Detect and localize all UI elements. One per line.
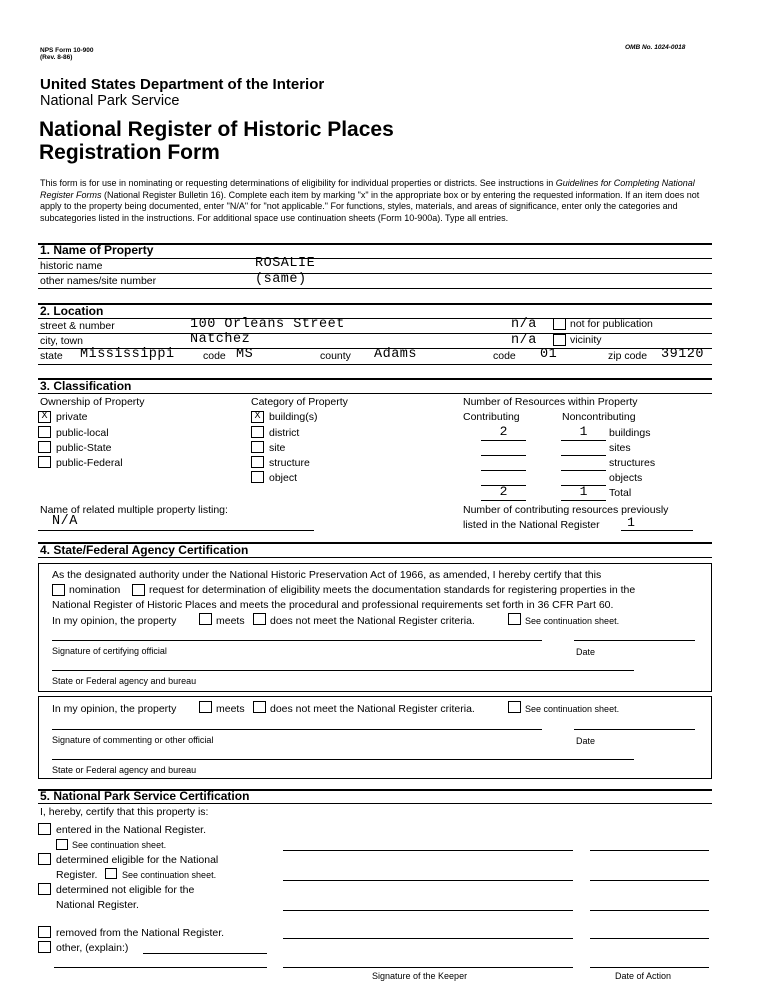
certification-text-3: National Register of Historic Places and meets the procedural and professional requirements set forth in 36 CFR Part 60. bbox=[52, 599, 614, 611]
category-buildings-checkbox[interactable]: X bbox=[251, 411, 264, 423]
zip-value[interactable]: 39120 bbox=[661, 347, 705, 362]
not-eligible-checkbox[interactable] bbox=[38, 883, 51, 895]
category-district-checkbox[interactable] bbox=[251, 426, 264, 438]
resource-row-total: Total bbox=[609, 487, 632, 499]
not-for-publication-checkbox[interactable] bbox=[553, 318, 566, 330]
state-certification-box bbox=[38, 563, 712, 692]
state-value[interactable]: Mississippi bbox=[80, 347, 175, 362]
multiple-property-value[interactable]: N/A bbox=[52, 514, 78, 529]
resources-label: Number of Resources within Property bbox=[463, 396, 638, 408]
state-label: state bbox=[40, 350, 63, 362]
ownership-public-local-checkbox[interactable] bbox=[38, 426, 51, 438]
category-district-label: district bbox=[269, 427, 300, 439]
section-4-heading: 4. State/Federal Agency Certification bbox=[40, 543, 249, 557]
previously-listed-label-2: listed in the National Register bbox=[463, 519, 600, 531]
rule bbox=[561, 500, 606, 501]
vicinity-checkbox[interactable] bbox=[553, 334, 566, 346]
entered-continuation-label: See continuation sheet. bbox=[72, 840, 167, 850]
category-label: Category of Property bbox=[251, 396, 348, 408]
request-label: request for determination of eligibility meets the documentation standards for registering properties in the bbox=[149, 584, 636, 596]
city-na: n/a bbox=[511, 333, 537, 348]
county-value[interactable]: Adams bbox=[374, 347, 418, 362]
agency-name: National Park Service bbox=[40, 93, 180, 109]
ownership-private-checkbox[interactable]: X bbox=[38, 411, 51, 423]
nps-cert-intro: I, hereby, certify that this property is: bbox=[40, 806, 209, 818]
signature-line[interactable] bbox=[52, 729, 542, 730]
previously-listed-value[interactable]: 1 bbox=[627, 515, 635, 530]
vicinity-label: vicinity bbox=[570, 334, 602, 346]
not-eligible-label-2: National Register. bbox=[56, 899, 139, 911]
previously-listed-label-1: Number of contributing resources previously bbox=[463, 504, 669, 516]
rule bbox=[38, 530, 314, 531]
rule bbox=[621, 530, 693, 531]
determined-continuation-checkbox[interactable] bbox=[105, 868, 117, 879]
not-for-publication-label: not for publication bbox=[570, 318, 653, 330]
state-code-value[interactable]: MS bbox=[236, 347, 254, 362]
multiple-property-label: Name of related multiple property listing: bbox=[40, 504, 228, 516]
rule bbox=[561, 455, 606, 456]
nomination-label: nomination bbox=[69, 584, 121, 596]
does-not-meet-label: does not meet the National Register criteria. bbox=[270, 615, 475, 627]
see-continuation-label: See continuation sheet. bbox=[525, 616, 620, 626]
state-code-label: code bbox=[203, 350, 226, 362]
action-date-line[interactable] bbox=[590, 880, 709, 881]
ownership-label: Ownership of Property bbox=[40, 396, 145, 408]
date-of-action-label: Date of Action bbox=[615, 971, 672, 981]
determined-eligible-label-2: Register. bbox=[56, 869, 98, 881]
contributing-total[interactable]: 2 bbox=[499, 484, 508, 499]
rule bbox=[481, 455, 526, 456]
opinion-label-2: In my opinion, the property bbox=[52, 703, 177, 715]
rule bbox=[38, 364, 712, 365]
state-agency-label-2: State or Federal agency and bureau bbox=[52, 765, 197, 775]
removed-checkbox[interactable] bbox=[38, 926, 51, 938]
action-date-line[interactable] bbox=[590, 850, 709, 851]
signature-line[interactable] bbox=[52, 640, 542, 641]
noncontributing-label: Noncontributing bbox=[562, 411, 636, 423]
keeper-signature-line[interactable] bbox=[283, 880, 573, 881]
omb-number: OMB No. 1024-0018 bbox=[625, 44, 686, 51]
ownership-public-federal-label: public-Federal bbox=[56, 457, 123, 469]
ownership-public-federal-checkbox[interactable] bbox=[38, 456, 51, 468]
category-site-label: site bbox=[269, 442, 286, 454]
date-line[interactable] bbox=[574, 640, 695, 641]
section-3-heading: 3. Classification bbox=[40, 379, 132, 393]
historic-name-label: historic name bbox=[40, 260, 103, 272]
removed-label: removed from the National Register. bbox=[56, 927, 225, 939]
resource-row-sites: sites bbox=[609, 442, 631, 454]
form-revision: (Rev. 8-86) bbox=[40, 54, 73, 61]
date-label: Date bbox=[576, 647, 596, 657]
street-value[interactable]: 100 Orleans Street bbox=[190, 317, 345, 332]
contributing-label: Contributing bbox=[463, 411, 520, 423]
meets-label-2: meets bbox=[216, 703, 245, 715]
keeper-signature-line[interactable] bbox=[283, 967, 573, 968]
rule bbox=[481, 440, 526, 441]
determined-eligible-checkbox[interactable] bbox=[38, 853, 51, 865]
resource-row-structures: structures bbox=[609, 457, 656, 469]
other-label: other, (explain:) bbox=[56, 942, 129, 954]
date-label-2: Date bbox=[576, 736, 596, 746]
keeper-signature-label: Signature of the Keeper bbox=[372, 971, 468, 981]
ownership-public-local-label: public-local bbox=[56, 427, 109, 439]
section-5-heading: 5. National Park Service Certification bbox=[40, 789, 250, 803]
intro-text: This form is for use in nominating or requesting determinations of eligibility for individual properties or districts. See instructions in Guidelines for Completing National Register Forms (National Register Bulletin 16). Complete each item by marking "x" in the appropriate box or by entering the requested information. If an item does not apply to the property being documented, enter "N/A" for "not applicable." For functions, styles, materials, and areas of significance, enter only the categories and subcategories listed in the instructions. For additional space use continuation sheets (Form 10-900a). Type all entries. bbox=[40, 178, 700, 223]
agency-line[interactable] bbox=[52, 670, 634, 671]
form-title: National Register of Historic Places bbox=[39, 118, 394, 141]
meets-checkbox[interactable] bbox=[199, 613, 212, 625]
county-code-label: code bbox=[493, 350, 516, 362]
rule bbox=[38, 393, 712, 394]
other-explain-line[interactable] bbox=[54, 967, 267, 968]
zip-label: zip code bbox=[608, 350, 648, 362]
rule bbox=[38, 557, 712, 558]
contributing-buildings[interactable]: 2 bbox=[499, 424, 508, 439]
determined-continuation-label: See continuation sheet. bbox=[122, 870, 217, 880]
ownership-public-state-checkbox[interactable] bbox=[38, 441, 51, 453]
street-na: n/a bbox=[511, 317, 537, 332]
category-structure-checkbox[interactable] bbox=[251, 456, 264, 468]
not-eligible-label-1: determined not eligible for the bbox=[56, 884, 195, 896]
keeper-signature-line[interactable] bbox=[283, 938, 573, 939]
nomination-checkbox[interactable] bbox=[52, 584, 65, 596]
determined-eligible-label-1: determined eligible for the National bbox=[56, 854, 219, 866]
ownership-public-state-label: public-State bbox=[56, 442, 112, 454]
category-buildings-label: building(s) bbox=[269, 411, 318, 423]
county-code-value[interactable]: 01 bbox=[540, 347, 558, 362]
state-agency-label: State or Federal agency and bureau bbox=[52, 676, 197, 686]
entered-label: entered in the National Register. bbox=[56, 824, 207, 836]
signature-commenting-label: Signature of commenting or other official bbox=[52, 735, 214, 745]
city-value[interactable]: Natchez bbox=[190, 332, 251, 347]
city-label: city, town bbox=[40, 335, 83, 347]
street-label: street & number bbox=[40, 320, 115, 332]
action-date-line[interactable] bbox=[590, 910, 709, 911]
department-name: United States Department of the Interior bbox=[40, 76, 325, 93]
noncontributing-total[interactable]: 1 bbox=[579, 484, 588, 499]
see-continuation-checkbox[interactable] bbox=[508, 613, 521, 625]
meets-label: meets bbox=[216, 615, 245, 627]
meets-checkbox-2[interactable] bbox=[199, 701, 212, 713]
section-divider bbox=[38, 303, 712, 305]
section-1-heading: 1. Name of Property bbox=[40, 243, 154, 257]
does-not-meet-checkbox[interactable] bbox=[253, 613, 266, 625]
rule bbox=[481, 470, 526, 471]
rule bbox=[561, 470, 606, 471]
rule bbox=[38, 273, 712, 274]
signature-certifying-label: Signature of certifying official bbox=[52, 646, 167, 656]
rule bbox=[38, 333, 712, 334]
category-structure-label: structure bbox=[269, 457, 310, 469]
action-date-line[interactable] bbox=[590, 967, 709, 968]
entered-continuation-checkbox[interactable] bbox=[56, 839, 68, 850]
rule bbox=[481, 500, 526, 501]
date-line[interactable] bbox=[574, 729, 695, 730]
category-site-checkbox[interactable] bbox=[251, 441, 264, 453]
category-object-checkbox[interactable] bbox=[251, 471, 264, 483]
resource-row-buildings: buildings bbox=[609, 427, 651, 439]
rule bbox=[38, 258, 712, 259]
noncontributing-buildings[interactable]: 1 bbox=[579, 424, 588, 439]
certification-text-1: As the designated authority under the National Historic Preservation Act of 1966, as amended, I hereby certify that this bbox=[52, 569, 602, 581]
see-continuation-label-2: See continuation sheet. bbox=[525, 704, 620, 714]
see-continuation-checkbox-2[interactable] bbox=[508, 701, 521, 713]
section-divider bbox=[38, 378, 712, 380]
other-checkbox[interactable] bbox=[38, 941, 51, 953]
ownership-private-label: private bbox=[56, 411, 88, 423]
entered-checkbox[interactable] bbox=[38, 823, 51, 835]
keeper-signature-line[interactable] bbox=[283, 910, 573, 911]
section-2-heading: 2. Location bbox=[40, 304, 104, 318]
historic-name-value[interactable]: ROSALIE bbox=[255, 256, 316, 271]
opinion-label: In my opinion, the property bbox=[52, 615, 177, 627]
keeper-signature-line[interactable] bbox=[283, 850, 573, 851]
does-not-meet-label-2: does not meet the National Register criteria. bbox=[270, 703, 475, 715]
rule bbox=[38, 803, 712, 804]
action-date-line[interactable] bbox=[590, 938, 709, 939]
other-names-value[interactable]: (same) bbox=[255, 272, 307, 287]
resource-row-objects: objects bbox=[609, 472, 643, 484]
form-number: NPS Form 10-900 bbox=[40, 47, 94, 54]
other-names-label: other names/site number bbox=[40, 275, 157, 287]
category-object-label: object bbox=[269, 472, 298, 484]
form-subtitle: Registration Form bbox=[39, 141, 220, 164]
county-label: county bbox=[320, 350, 351, 362]
rule bbox=[561, 440, 606, 441]
rule bbox=[38, 288, 712, 289]
agency-line[interactable] bbox=[52, 759, 634, 760]
other-explain-line[interactable] bbox=[143, 953, 267, 954]
request-checkbox[interactable] bbox=[132, 584, 145, 596]
does-not-meet-checkbox-2[interactable] bbox=[253, 701, 266, 713]
